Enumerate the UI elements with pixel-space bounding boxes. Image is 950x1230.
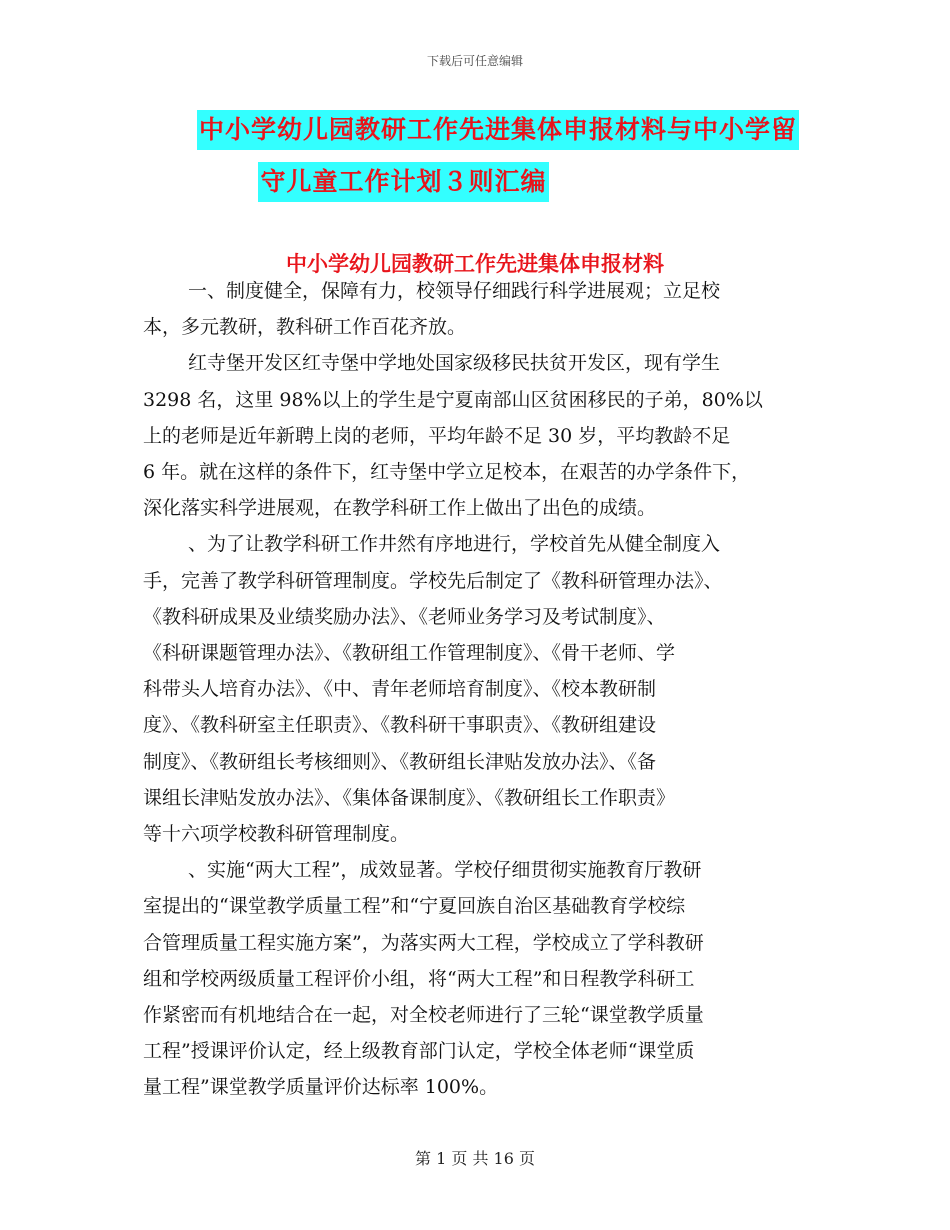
body-line: 作紧密而有机地结合在一起，对全校老师进行了三轮“课堂教学质量 <box>143 1004 704 1027</box>
body-line: 上的老师是近年新聘上岗的老师，平均年龄不足 30 岁，平均教龄不足 <box>143 424 731 447</box>
section-heading: 中小学幼儿园教研工作先进集体申报材料 <box>286 252 664 276</box>
body-line: 《科研课题管理办法》、《教研组工作管理制度》、《骨干老师、学 <box>143 642 676 665</box>
document-body <box>143 273 823 1106</box>
body-line: 制度》、《教研组长考核细则》、《教研组长津贴发放办法》、《备 <box>143 750 657 773</box>
title-line-2: 守儿童工作计划３则汇编 <box>258 162 548 202</box>
body-line: 6 年。就在这样的条件下，红寺堡中学立足校本，在艰苦的办学条件下， <box>143 461 751 484</box>
body-line: 、为了让教学科研工作井然有序地进行，学校首先从健全制度入 <box>188 533 721 556</box>
header-note: 下载后可任意编辑 <box>426 54 523 68</box>
page-number-footer: 第 1 页 共 16 页 <box>415 1149 535 1168</box>
body-line: 课组长津贴发放办法》、《集体备课制度》、《教研组长工作职责》 <box>143 786 676 809</box>
body-line: 合管理质量工程实施方案”，为落实两大工程，学校成立了学科教研 <box>143 931 704 954</box>
title-line-1: 中小学幼儿园教研工作先进集体申报材料与中小学留 <box>197 110 799 150</box>
body-line: 等十六项学校教科研管理制度。 <box>143 823 410 846</box>
body-line: 室提出的“课堂教学质量工程”和“宁夏回族自治区基础教育学校综 <box>143 895 686 918</box>
body-line: 本，多元教研，教科研工作百花齐放。 <box>143 316 467 339</box>
body-line: 度》、《教科研室主任职责》、《教科研干事职责》、《教研组建设 <box>143 714 657 737</box>
body-line: 、实施“两大工程”，成效显著。学校仔细贯彻实施教育厅教研 <box>188 859 702 882</box>
body-line: 3298 名，这里 98%以上的学生是宁夏南部山区贫困移民的子弟，80%以 <box>143 388 763 411</box>
document-title <box>0 110 950 202</box>
body-line: 工程”授课评价认定，经上级教育部门认定，学校全体老师“课堂质 <box>143 1040 695 1063</box>
body-line: 科带头人培育办法》、《中、青年老师培育制度》、《校本教研制 <box>143 678 657 701</box>
body-line: 深化落实科学进展观，在教学科研工作上做出了出色的成绩。 <box>143 497 657 520</box>
body-line: 《教科研成果及业绩奖励办法》、《老师业务学习及考试制度》、 <box>143 605 666 628</box>
body-line: 红寺堡开发区红寺堡中学地处国家级移民扶贫开发区，现有学生 <box>188 352 721 375</box>
body-line: 量工程”课堂教学质量评价达标率 100%。 <box>143 1076 499 1099</box>
body-line: 手，完善了教学科研管理制度。学校先后制定了《教科研管理办法》、 <box>143 569 723 592</box>
body-line: 一、制度健全，保障有力，校领导仔细践行科学进展观；立足校 <box>188 280 721 302</box>
body-line: 组和学校两级质量工程评价小组，将“两大工程”和日程教学科研工 <box>143 967 695 990</box>
